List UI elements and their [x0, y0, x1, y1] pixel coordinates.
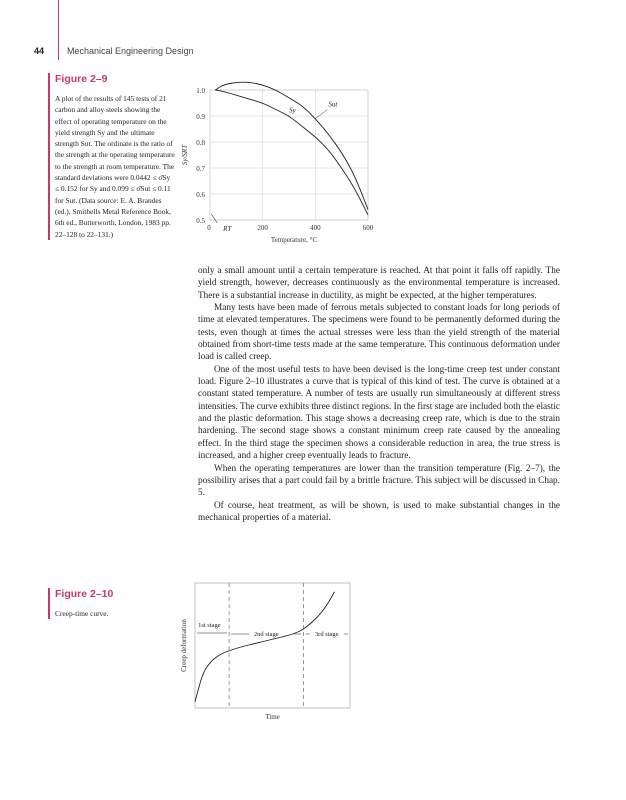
- figure-2-9-caption: [48, 73, 175, 240]
- stage-label: 3rd stage: [314, 631, 339, 638]
- x-tick-label: 600: [362, 224, 374, 232]
- y-tick-label: 0.5: [196, 217, 205, 225]
- figure-2-10-caption-text: Creep-time curve.: [55, 609, 109, 618]
- y-axis-label: Sy/SRT: [181, 144, 189, 166]
- rt-marker: [211, 214, 217, 223]
- y-tick-label: 1.0: [196, 87, 205, 95]
- series-line-sut: [215, 82, 368, 209]
- x-tick-label: RT: [223, 225, 232, 233]
- creep-curve: [195, 592, 335, 702]
- y-tick-label: 0.9: [196, 113, 205, 121]
- figure-2-10-chart: [175, 580, 375, 730]
- paragraph: only a small amount until a certain temperature is reached. At that point it falls off rapidly. The yield strength, however, decreases continuously as the environmental temperature is increased. There is a substantial increase in ductility, as might be expected, at the higher temperatures.: [198, 266, 560, 301]
- paragraph: When the operating temperatures are lower than the transition temperature (Fig. 2–7), the possibility arises that a part could fail by a brittle fracture. This subject will be discussed in Chap. 5.: [198, 463, 560, 499]
- figure-2-10-label: Figure 2–10: [55, 588, 114, 600]
- series-leader: [288, 115, 302, 126]
- figure-2-10-caption: [48, 588, 175, 619]
- strength-temperature-chart: [175, 80, 385, 250]
- x-tick-label: 400: [310, 224, 321, 232]
- figure-2-9-chart: [175, 80, 385, 250]
- creep-time-chart: [175, 580, 375, 730]
- y-axis-label: Creep deformation: [180, 619, 188, 672]
- figure-2-9-caption-text: A plot of the results of 145 tests of 21 carbon and alloy steels showing the effect of operating temperature on the yield strength Sy and the ultimate strength Sut. The ordinate is the ratio of the strength at the operating temperature to the strength at room temperature. The standard deviations were 0.0442 ≤ σ̂Sy ≤ 0.152 for Sy and 0.099 ≤ σ̂Sut ≤ 0.11 for Sut. (Data source: E. A. Brandes (ed.), Smithells Metal Reference Book, 6th ed., Butterworth, London, 1983 pp. 22–128 to 22–131.): [55, 94, 175, 239]
- paragraph: Of course, heat treatment, as will be shown, is used to make substantial changes in the mechanical properties of a material.: [198, 500, 560, 523]
- series-label: Sut: [328, 100, 338, 109]
- x-axis-label: Time: [265, 713, 280, 721]
- plot-frame: [195, 583, 350, 708]
- stage-label: 1st stage: [198, 622, 221, 629]
- header-rule: [58, 0, 59, 60]
- page-number: 44: [34, 46, 45, 56]
- paragraph: Many tests have been made of ferrous metals subjected to constant loads for long periods of time at elevated temperatures. The specimens were found to be permanently deformed during the tests, even though at times the actual stresses were less than the yield strength of the material obtained from short-time tests made at the same temperature. This continuous deformation under load is called creep.: [198, 303, 560, 363]
- running-title: Mechanical Engineering Design: [67, 46, 194, 56]
- series-leader: [315, 110, 327, 119]
- x-axis-label: Temperature, °C: [270, 236, 318, 244]
- series-label: Sy: [289, 106, 296, 115]
- stage-label: 2nd stage: [253, 631, 279, 638]
- figure-2-9-label: Figure 2–9: [55, 73, 108, 85]
- paragraph: One of the most useful tests to have been devised is the long-time creep test under constant load. Figure 2–10 illustrates a curve that is typical of this kind of test. The curve is obtained at a constant stated temperature. A number of tests are usually run simultaneously at different stress intensities. The curve exhibits three distinct regions. In the first stage are included both the elastic and the plastic deformation. This stage shows a decreasing creep rate, which is due to the strain hardening. The second stage shows a constant minimum creep rate caused by the annealing effect. In the third stage the specimen shows a considerable reduction in area, the true stress is increased, and a higher creep eventually leads to fracture.: [198, 364, 560, 462]
- y-tick-label: 0.8: [196, 139, 205, 147]
- y-tick-label: 0.6: [196, 191, 205, 199]
- y-tick-label: 0.7: [196, 165, 205, 173]
- body-text: [198, 265, 560, 524]
- x-tick-label: 0: [207, 224, 211, 232]
- x-tick-label: 200: [257, 224, 268, 232]
